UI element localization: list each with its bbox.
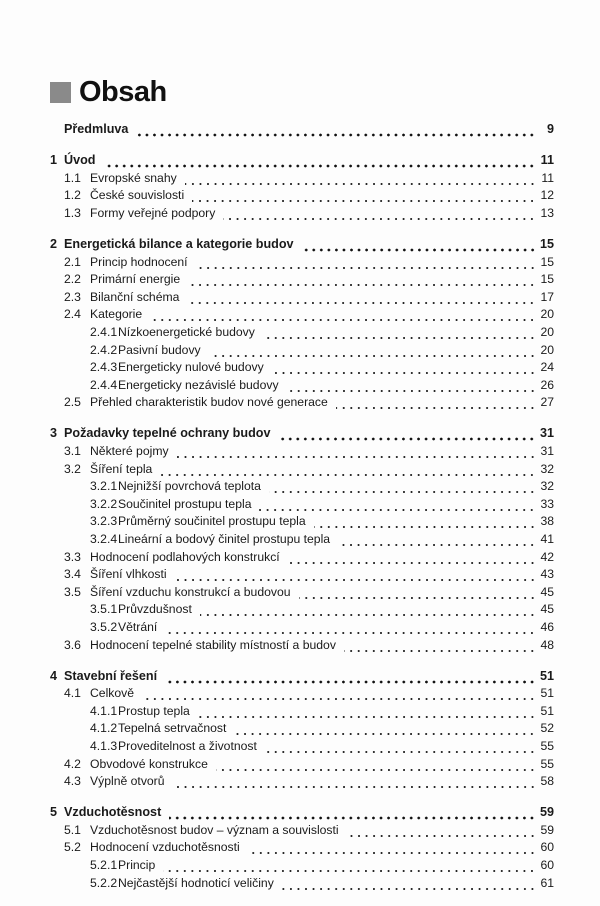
entry-number: 2.4.4	[90, 377, 118, 392]
entry-page-number: 20	[540, 324, 554, 339]
entry-number: 2.5	[64, 395, 81, 410]
entry-title: Proveditelnost a životnost	[118, 739, 257, 753]
toc-chapter-group	[50, 121, 554, 139]
toc-entry[interactable]	[50, 619, 554, 637]
toc-entry[interactable]	[50, 271, 554, 289]
toc-entry[interactable]	[50, 773, 554, 791]
entry-page-number: 55	[540, 756, 554, 771]
entry-number: 2.4.1	[90, 324, 118, 339]
entry-page-number: 15	[540, 272, 554, 287]
entry-page-number: 17	[540, 289, 554, 304]
entry-page-number: 9	[546, 122, 554, 136]
entry-title: Princip	[118, 858, 156, 873]
toc-chapter-group	[50, 152, 554, 222]
entry-title: Pasivní budovy	[118, 342, 201, 357]
entry-page-number: 51	[540, 703, 554, 718]
dot-leader	[165, 668, 536, 686]
entry-number: 3.5	[64, 584, 81, 599]
dot-leader	[200, 601, 536, 619]
entry-title: Průvzdušnost	[118, 602, 192, 617]
toc-entry[interactable]	[50, 875, 554, 893]
entry-title: Výplně otvorů	[90, 774, 165, 789]
dot-leader	[160, 461, 536, 479]
dot-leader	[142, 685, 536, 703]
entry-number: 3.2.4	[90, 531, 118, 546]
entry-title: Nejčastější hodnoticí veličiny	[118, 875, 274, 890]
entry-title: Větrání	[118, 619, 158, 634]
toc-entry[interactable]	[50, 496, 554, 514]
toc-entry[interactable]	[50, 822, 554, 840]
dot-leader	[187, 289, 536, 307]
entry-page-number: 48	[540, 637, 554, 652]
dot-leader	[336, 394, 536, 412]
dot-leader	[287, 377, 536, 395]
entry-title: Lineární a bodový činitel prostupu tepla	[118, 531, 331, 546]
dot-leader	[216, 756, 536, 774]
entry-page-number: 20	[540, 307, 554, 322]
dot-leader	[278, 425, 536, 443]
toc-entry[interactable]	[50, 513, 554, 531]
entry-number: 5	[50, 805, 58, 820]
entry-page-number: 20	[540, 342, 554, 357]
entry-title: Vzduchotěsnost budov – význam a souvislosti	[90, 822, 339, 837]
entry-title: Stavební řešení	[64, 668, 158, 683]
toc-entry[interactable]	[50, 342, 554, 360]
dot-leader	[223, 205, 536, 223]
entry-page-number: 31	[539, 426, 554, 441]
toc-entry[interactable]	[50, 461, 554, 479]
entry-page-number: 11	[541, 170, 554, 185]
entry-title: Obvodové konstrukce	[90, 756, 208, 771]
toc-entry[interactable]	[50, 756, 554, 774]
entry-title: Formy veřejné podpory	[90, 205, 216, 220]
dot-leader	[173, 773, 536, 791]
dot-leader	[263, 324, 536, 342]
toc-entry[interactable]	[50, 377, 554, 395]
entry-page-number: 60	[540, 858, 554, 873]
entry-title: Vzduchotěsnost	[64, 805, 162, 820]
entry-page-number: 31	[540, 444, 554, 458]
toc-chapter-group	[50, 425, 554, 654]
entry-page-number: 12	[540, 188, 554, 203]
entry-page-number: 24	[540, 360, 554, 375]
entry-title: Evropské snahy	[90, 170, 177, 185]
toc-entry[interactable]	[50, 637, 554, 655]
entry-title: Nejnižší povrchová teplota	[118, 479, 261, 494]
dot-leader	[272, 359, 536, 377]
dot-leader	[338, 531, 536, 549]
toc-entry[interactable]	[50, 324, 554, 342]
toc-entry[interactable]	[50, 720, 554, 738]
toc-entry[interactable]	[50, 205, 554, 223]
page-heading	[50, 76, 167, 109]
dot-leader	[302, 236, 536, 254]
entry-page-number: 51	[539, 668, 554, 683]
dot-leader	[209, 342, 536, 360]
entry-number: 4	[50, 668, 58, 683]
entry-number: 2	[50, 236, 58, 251]
toc-entry[interactable]	[50, 425, 554, 443]
dot-leader	[288, 549, 536, 567]
entry-page-number: 15	[539, 236, 554, 251]
entry-page-number: 32	[540, 479, 554, 494]
entry-page-number: 58	[540, 774, 554, 789]
dot-leader	[282, 875, 536, 893]
entry-title: České souvislosti	[90, 188, 185, 203]
dot-leader	[177, 443, 536, 461]
entry-number: 4.2	[64, 756, 81, 771]
entry-number: 5.1	[64, 822, 81, 837]
dot-leader	[265, 738, 536, 756]
dot-leader	[150, 306, 536, 324]
dot-leader	[175, 566, 536, 584]
entry-page-number: 41	[540, 531, 554, 546]
entry-title: Bilanční schéma	[90, 289, 180, 304]
entry-page-number: 45	[540, 584, 554, 599]
entry-number: 3.2.1	[90, 479, 118, 494]
dot-leader	[314, 513, 536, 531]
entry-title: Šíření vlhkosti	[90, 567, 167, 582]
toc-entry[interactable]	[50, 121, 554, 139]
dot-leader	[234, 720, 536, 738]
toc-entry[interactable]	[50, 443, 554, 461]
entry-number: 1	[50, 153, 58, 168]
entry-number: 2.1	[64, 254, 81, 269]
entry-title: Hodnocení vzduchotěsnosti	[90, 840, 240, 855]
entry-page-number: 51	[540, 686, 554, 701]
entry-page-number: 27	[540, 395, 554, 410]
entry-title: Tepelná setrvačnost	[118, 721, 227, 736]
entry-page-number: 43	[540, 567, 554, 582]
dot-leader	[259, 496, 536, 514]
page-title: Obsah	[79, 76, 167, 108]
entry-number: 3.1	[64, 444, 81, 458]
dot-leader	[163, 857, 536, 875]
entry-number: 4.1.3	[90, 739, 118, 753]
dot-leader	[196, 254, 536, 272]
toc-entry[interactable]	[50, 254, 554, 272]
toc-chapter-group	[50, 236, 554, 412]
entry-title: Primární energie	[90, 272, 181, 287]
dot-leader	[248, 839, 536, 857]
table-of-contents	[50, 121, 554, 906]
entry-number: 3.6	[64, 637, 81, 652]
entry-page-number: 33	[540, 496, 554, 511]
dot-leader	[192, 187, 536, 205]
toc-entry[interactable]	[50, 236, 554, 254]
dot-leader	[269, 478, 536, 496]
entry-number: 3.2.3	[90, 514, 118, 529]
entry-title: Hodnocení podlahových konstrukcí	[90, 549, 280, 564]
entry-page-number: 38	[540, 514, 554, 529]
dot-leader	[344, 637, 536, 655]
toc-entry[interactable]	[50, 584, 554, 602]
entry-number: 1.2	[64, 188, 81, 203]
entry-number: 2.3	[64, 289, 81, 304]
entry-number: 3.3	[64, 549, 81, 564]
toc-entry[interactable]	[50, 839, 554, 857]
toc-entry[interactable]	[50, 601, 554, 619]
toc-chapter-group	[50, 804, 554, 892]
entry-page-number: 26	[540, 377, 554, 392]
entry-number: 5.2	[64, 840, 81, 855]
dot-leader	[103, 152, 536, 170]
entry-title: Průměrný součinitel prostupu tepla	[118, 514, 306, 529]
entry-number: 3	[50, 426, 58, 441]
toc-entry[interactable]	[50, 804, 554, 822]
entry-page-number: 60	[540, 840, 554, 855]
entry-title: Některé pojmy	[90, 444, 169, 458]
heading-square-marker	[50, 82, 71, 103]
entry-title: Princip hodnocení	[90, 254, 188, 269]
dot-leader	[188, 271, 536, 289]
toc-entry[interactable]	[50, 187, 554, 205]
entry-title: Energeticky nulové budovy	[118, 360, 264, 375]
dot-leader	[347, 822, 536, 840]
entry-number: 5.2.1	[90, 858, 118, 873]
entry-page-number: 15	[540, 254, 554, 269]
toc-entry[interactable]	[50, 703, 554, 721]
dot-leader	[136, 121, 536, 139]
entry-title: Přehled charakteristik budov nové generace	[90, 395, 328, 410]
toc-entry[interactable]	[50, 857, 554, 875]
entry-number: 3.4	[64, 567, 81, 582]
entry-page-number: 42	[540, 549, 554, 564]
dot-leader	[165, 619, 536, 637]
dot-leader	[299, 584, 536, 602]
entry-number: 3.5.2	[90, 619, 118, 634]
entry-number: 2.4	[64, 307, 81, 322]
toc-entry[interactable]	[50, 668, 554, 686]
toc-entry[interactable]	[50, 478, 554, 496]
entry-title: Celkově	[90, 686, 135, 701]
entry-page-number: 59	[540, 822, 554, 837]
toc-entry[interactable]	[50, 738, 554, 756]
entry-number: 3.2.2	[90, 496, 118, 511]
entry-page-number: 61	[540, 875, 554, 890]
toc-entry[interactable]	[50, 152, 554, 170]
toc-entry[interactable]	[50, 566, 554, 584]
entry-page-number: 46	[540, 619, 554, 634]
toc-entry[interactable]	[50, 170, 554, 188]
entry-title: Prostup tepla	[118, 703, 190, 718]
toc-entry[interactable]	[50, 289, 554, 307]
entry-title: Předmluva	[64, 122, 129, 136]
toc-chapter-group	[50, 668, 554, 791]
entry-number: 4.1	[64, 686, 81, 701]
entry-number: 2.2	[64, 272, 81, 287]
entry-title: Součinitel prostupu tepla	[118, 496, 252, 511]
toc-entry[interactable]	[50, 394, 554, 412]
entry-page-number: 59	[539, 805, 554, 820]
entry-page-number: 11	[540, 153, 554, 168]
entry-number: 4.3	[64, 774, 81, 789]
entry-title: Úvod	[64, 153, 96, 168]
entry-number: 2.4.2	[90, 342, 118, 357]
dot-leader	[198, 703, 536, 721]
entry-page-number: 45	[540, 602, 554, 617]
entry-number: 3.5.1	[90, 602, 118, 617]
entry-title: Šíření vzduchu konstrukcí a budovou	[90, 584, 291, 599]
toc-entry[interactable]	[50, 549, 554, 567]
entry-title: Šíření tepla	[90, 461, 153, 476]
entry-number: 1.1	[64, 170, 81, 185]
dot-leader	[185, 170, 536, 188]
toc-entry[interactable]	[50, 685, 554, 703]
toc-entry[interactable]	[50, 306, 554, 324]
entry-number: 2.4.3	[90, 360, 118, 375]
entry-title: Energeticky nezávislé budovy	[118, 377, 279, 392]
entry-number: 1.3	[64, 205, 81, 220]
entry-number: 3.2	[64, 461, 81, 476]
entry-page-number: 32	[540, 461, 554, 476]
entry-title: Energetická bilance a kategorie budov	[64, 236, 294, 251]
entry-page-number: 52	[540, 721, 554, 736]
entry-page-number: 55	[540, 739, 554, 753]
entry-title: Kategorie	[90, 307, 143, 322]
entry-number: 5.2.2	[90, 875, 118, 890]
entry-title: Požadavky tepelné ochrany budov	[64, 426, 271, 441]
toc-entry[interactable]	[50, 359, 554, 377]
entry-title: Hodnocení tepelné stability místností a budov	[90, 637, 336, 652]
toc-entry[interactable]	[50, 531, 554, 549]
entry-number: 4.1.2	[90, 721, 118, 736]
entry-page-number: 13	[540, 205, 554, 220]
entry-number: 4.1.1	[90, 703, 118, 718]
dot-leader	[169, 804, 536, 822]
entry-title: Nízkoenergetické budovy	[118, 324, 255, 339]
